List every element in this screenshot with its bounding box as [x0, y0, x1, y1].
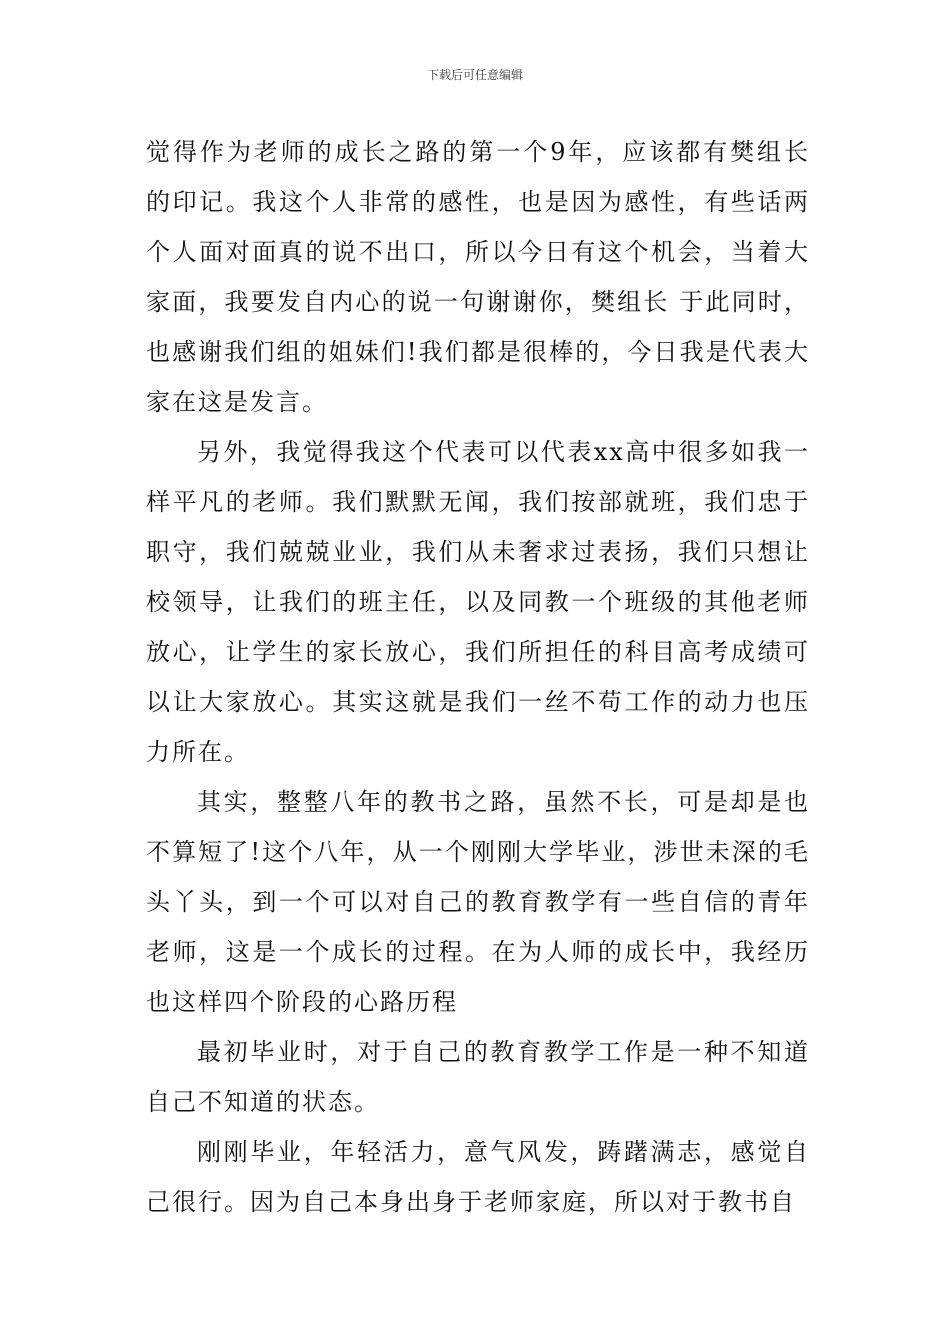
document-body — [146, 127, 810, 1227]
paragraph-3: 其实，整整八年的教书之路，虽然不长，可是却是也不算短了!这个八年，从一个刚刚大学毕业，涉世未深的毛头丫头，到一个可以对自己的教育教学有一些自信的青年老师，这是一个成长的过程。在为人师的成长中，我经历也这样四个阶段的心路历程 — [146, 788, 810, 1016]
paragraph-4: 最初毕业时，对于自己的教育教学工作是一种不知道自己不知道的状态。 — [146, 1038, 810, 1116]
paragraph-5: 刚刚毕业，年轻活力，意气风发，踌躇满志，感觉自己很行。因为自己本身出身于老师家庭，所以对于教书自 — [146, 1138, 810, 1216]
paragraph-2: 另外，我觉得我这个代表可以代表xx高中很多如我一样平凡的老师。我们默默无闻，我们按部就班，我们忠于职守，我们兢兢业业，我们从未奢求过表扬，我们只想让校领导，让我们的班主任，以及同教一个班级的其他老师放心，让学生的家长放心，我们所担任的科目高考成绩可以让大家放心。其实这就是我们一丝不苟工作的动力也压力所在。 — [146, 438, 810, 766]
page-header: 下载后可任意编辑 — [426, 68, 523, 82]
paragraph-1: 觉得作为老师的成长之路的第一个9年，应该都有樊组长的印记。我这个人非常的感性，也是因为感性，有些话两个人面对面真的说不出口，所以今日有这个机会，当着大家面，我要发自内心的说一句谢谢你，樊组长 于此同时，也感谢我们组的姐妹们!我们都是很棒的，今日我是代表大家在这是发言。 — [146, 138, 810, 416]
